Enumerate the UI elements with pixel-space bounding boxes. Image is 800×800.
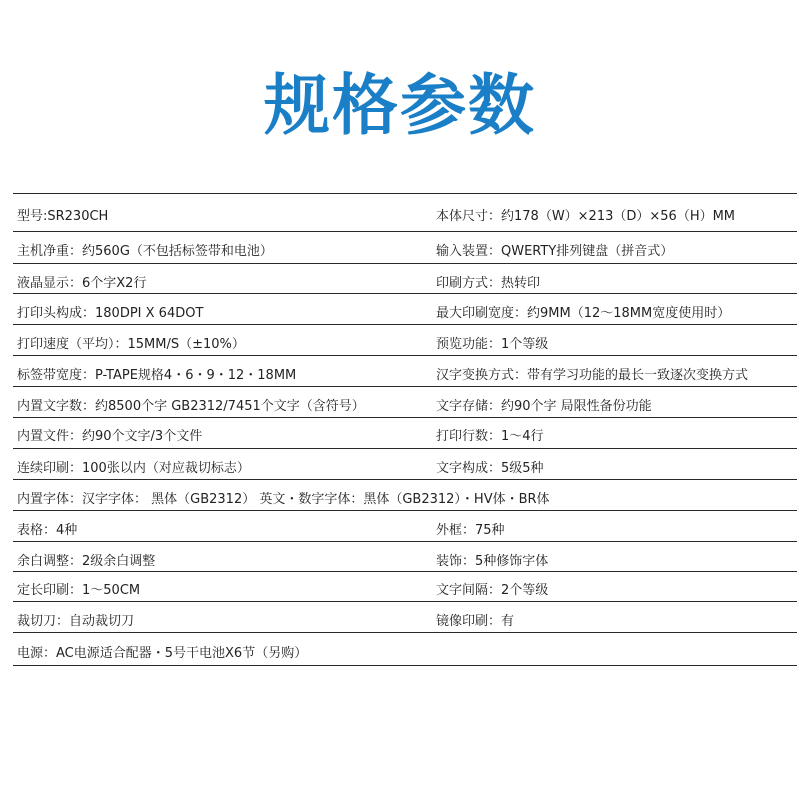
spec-print-lines: 打印行数：1～4行 (436, 429, 544, 444)
spec-table (13, 193, 797, 666)
spec-text-style: 文字构成：5级5种 (436, 461, 544, 476)
spec-tape-width: 标签带宽度：P-TAPE规格4・6・9・12・18MM (17, 368, 297, 383)
spec-text-storage: 文字存储：约90个字 局限性备份功能 (436, 399, 652, 414)
spec-row-printhead (13, 294, 797, 325)
spec-char-spacing: 文字间隔：2个等级 (436, 583, 549, 598)
spec-row-cutter (13, 602, 797, 633)
spec-continuous-print: 连续印刷：100张以内（对应裁切标志） (17, 461, 250, 476)
spec-conversion: 汉字变换方式：带有学习功能的最长一致逐次变换方式 (436, 368, 749, 383)
spec-max-print-width: 最大印刷宽度：约9MM（12～18MM宽度使用时） (436, 306, 731, 321)
spec-row-weight (13, 232, 797, 264)
spec-row-tape (13, 356, 797, 387)
spec-row-margin (13, 542, 797, 572)
spec-row-length (13, 572, 797, 602)
spec-fonts: 内置字体：汉字字体： 黑体（GB2312） 英文・数字字体：黑体（GB2312）・HV体・BR体 (17, 492, 550, 507)
spec-row-fonts (13, 480, 797, 511)
spec-builtin-chars: 内置文字数：约8500个字 GB2312/7451个文字（含符号） (17, 399, 365, 414)
spec-margin: 余白调整：2级余白调整 (17, 554, 156, 569)
spec-body-size: 本体尺寸：约178（W）×213（D）×56（H）MM (436, 209, 736, 224)
spec-decoration: 装饰：5种修饰字体 (436, 554, 549, 569)
spec-row-lcd (13, 264, 797, 294)
spec-printhead: 打印头构成：180DPI X 64DOT (17, 306, 204, 321)
spec-lcd: 液晶显示：6个字X2行 (17, 276, 147, 291)
spec-fixed-length: 定长印刷：1～50CM (17, 583, 141, 598)
spec-row-speed (13, 325, 797, 356)
spec-input-device: 输入装置：QWERTY排列键盘（拼音式） (436, 244, 674, 259)
spec-weight: 主机净重：约560G（不包括标签带和电池） (17, 244, 273, 259)
spec-print-method: 印刷方式：热转印 (436, 276, 541, 291)
page-title: 规格参数 (264, 67, 536, 144)
spec-preview: 预览功能：1个等级 (436, 337, 549, 352)
spec-tables: 表格：4种 (17, 523, 78, 538)
spec-power: 电源：AC电源适合配器・5号干电池X6节（另购） (17, 646, 308, 661)
spec-row-power (13, 633, 797, 666)
spec-cutter: 裁切刀：自动裁切刀 (17, 614, 135, 629)
spec-model: 型号:SR230CH (17, 209, 109, 224)
spec-mirror: 镜像印刷：有 (436, 614, 515, 629)
spec-row-tables (13, 511, 797, 542)
spec-frames: 外框：75种 (436, 523, 505, 538)
spec-print-speed: 打印速度（平均）：15MM/S（±10%） (17, 337, 245, 352)
spec-row-files (13, 418, 797, 449)
spec-builtin-files: 内置文件：约90个文字/3个文件 (17, 429, 203, 444)
spec-row-model (13, 194, 797, 232)
spec-row-chars (13, 387, 797, 418)
spec-row-continuous (13, 449, 797, 480)
